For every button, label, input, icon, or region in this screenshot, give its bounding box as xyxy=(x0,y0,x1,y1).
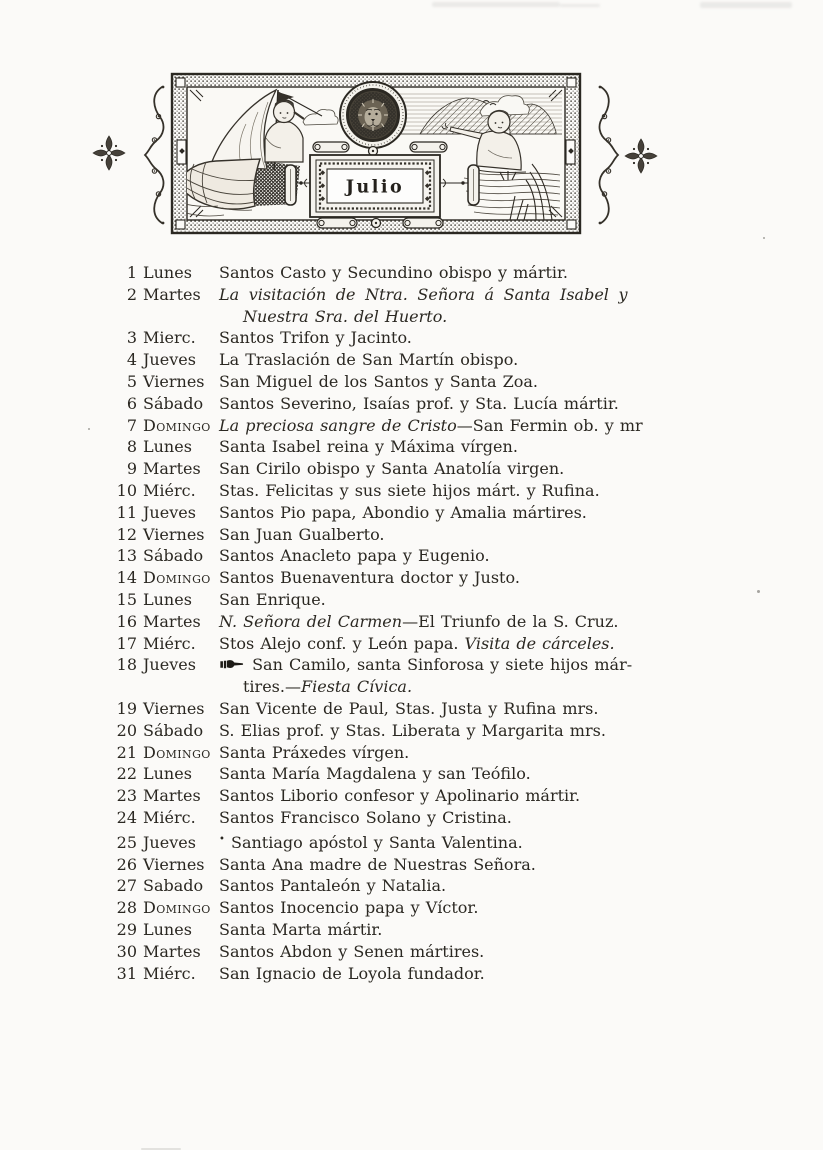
entry-segment: Nuestra Sra. del Huerto. xyxy=(243,306,448,326)
day-number: 13 xyxy=(116,546,137,566)
entry-segment: La preciosa sangre de Cristo xyxy=(219,415,457,435)
entry-segment: La visitación de Ntra. Señora á Santa Isabel y xyxy=(219,284,628,304)
calendar-row xyxy=(113,524,659,546)
saints-entry xyxy=(219,698,659,720)
weekday-label: Viernes xyxy=(143,524,205,544)
scan-speck xyxy=(763,237,765,239)
calendar-row xyxy=(113,589,659,611)
weekday-label: Domingo xyxy=(143,415,211,435)
weekday-label: Lunes xyxy=(143,437,192,457)
weekday-label: Lunes xyxy=(143,764,192,784)
entry-segment: N. Señora del Carmen xyxy=(219,611,403,631)
saints-entry xyxy=(219,633,659,655)
day-number: 17 xyxy=(116,633,137,653)
saints-entry xyxy=(219,436,659,458)
calendar-row xyxy=(113,720,659,742)
day-number: 7 xyxy=(126,415,137,435)
saints-entry xyxy=(219,545,659,567)
entry-segment: La Traslación de San Martín obispo. xyxy=(219,350,519,370)
calendar-row xyxy=(113,436,659,458)
day-number: 20 xyxy=(116,720,137,740)
weekday-label: Martes xyxy=(143,284,201,304)
calendar-row xyxy=(113,875,659,897)
weekday-label: Miérc. xyxy=(143,963,196,983)
saints-entry xyxy=(219,415,659,437)
saints-entry xyxy=(219,963,659,985)
scan-smudge xyxy=(560,4,600,7)
calendar-row xyxy=(113,284,659,328)
day-number: 19 xyxy=(116,698,137,718)
calendar-row xyxy=(113,502,659,524)
entry-segment: Santos Pantaleón y Natalia. xyxy=(219,876,447,896)
entry-segment: S. Elias prof. y Stas. Liberata y Margarita mrs. xyxy=(219,720,606,740)
day-number: 6 xyxy=(126,393,137,413)
weekday-label: Lunes xyxy=(143,589,192,609)
weekday-label: Viernes xyxy=(143,371,205,391)
day-number: 10 xyxy=(116,480,137,500)
entry-segment: San Miguel de los Santos y Santa Zoa. xyxy=(219,371,538,391)
calendar-row xyxy=(113,698,659,720)
day-number: 21 xyxy=(116,742,137,762)
scroll-bracket-icon xyxy=(594,83,622,229)
day-number: 22 xyxy=(116,764,137,784)
day-number: 27 xyxy=(116,876,137,896)
scan-smudge xyxy=(432,2,560,7)
entry-segment: Stas. Felicitas y sus siete hijos márt. y Rufina. xyxy=(219,480,600,500)
saints-entry xyxy=(219,875,659,897)
calendar-row xyxy=(113,742,659,764)
entry-segment: Santos Anacleto papa y Eugenio. xyxy=(219,546,490,566)
manicule-icon xyxy=(219,658,244,671)
month-title: Julio xyxy=(345,177,405,198)
saints-entry xyxy=(219,567,659,589)
saints-entry xyxy=(219,349,659,371)
calendar-row xyxy=(113,480,659,502)
july-header-engraving xyxy=(170,72,582,235)
scan-smudge xyxy=(700,2,792,8)
weekday-label: Jueves xyxy=(143,350,196,370)
day-number: 1 xyxy=(126,263,137,282)
entry-segment: Santiago apóstol y Santa Valentina. xyxy=(224,832,523,852)
saints-entry xyxy=(219,284,659,328)
weekday-label: Domingo xyxy=(143,568,211,588)
calendar-row xyxy=(113,807,659,829)
day-number: 3 xyxy=(126,328,137,348)
calendar-row xyxy=(113,349,659,371)
entry-segment: San Juan Gualberto. xyxy=(219,524,385,544)
saints-entry xyxy=(219,785,659,807)
day-number: 5 xyxy=(126,371,137,391)
calendar-row xyxy=(113,327,659,349)
calendar-row xyxy=(113,415,659,437)
day-number: 24 xyxy=(116,807,137,827)
calendar-row xyxy=(113,919,659,941)
fleur-cross-icon xyxy=(90,133,128,173)
weekday-label: Miérc. xyxy=(143,480,196,500)
weekday-label: Martes xyxy=(143,459,201,479)
day-number: 31 xyxy=(116,963,137,983)
weekday-label: Jueves xyxy=(143,832,196,852)
weekday-label: Martes xyxy=(143,611,201,631)
entry-segment: Santos Liborio confesor y Apolinario mártir. xyxy=(219,786,581,806)
day-number: 25 xyxy=(116,832,137,852)
weekday-label: Sabado xyxy=(143,876,204,896)
weekday-label: Martes xyxy=(143,786,201,806)
saints-entry xyxy=(219,393,659,415)
entry-segment: San Camilo, santa Sinforosa y siete hijos már- xyxy=(246,655,633,675)
saints-entry xyxy=(219,589,659,611)
entry-segment: Santa María Magdalena y san Teófilo. xyxy=(219,764,531,784)
weekday-label: Domingo xyxy=(143,742,211,762)
saints-entry xyxy=(219,720,659,742)
saints-entry xyxy=(219,327,659,349)
saints-entry xyxy=(219,919,659,941)
calendar-row xyxy=(113,393,659,415)
entry-segment: Santos Severino, Isaías prof. y Sta. Lucía mártir. xyxy=(219,393,619,413)
day-number: 16 xyxy=(116,611,137,631)
entry-segment: Santos Pio papa, Abondio y Amalia mártires. xyxy=(219,502,587,522)
day-number: 4 xyxy=(126,350,137,370)
entry-segment: Santos Casto y Secundino obispo y mártir. xyxy=(219,263,568,282)
calendar-row xyxy=(113,941,659,963)
entry-segment: Santa Isabel reina y Máxima vírgen. xyxy=(219,437,518,457)
weekday-label: Viernes xyxy=(143,698,205,718)
entry-segment: San Ignacio de Loyola fundador. xyxy=(219,963,485,983)
day-number: 9 xyxy=(126,459,137,479)
entry-segment: Fiesta Cívica. xyxy=(300,677,413,697)
saints-entry xyxy=(219,458,659,480)
saints-entry xyxy=(219,654,659,698)
saints-entry xyxy=(219,502,659,524)
saints-entry xyxy=(219,371,659,393)
entry-segment: San Vicente de Paul, Stas. Justa y Rufina mrs. xyxy=(219,698,599,718)
saints-entry xyxy=(219,524,659,546)
calendar-row xyxy=(113,854,659,876)
weekday-label: Jueves xyxy=(143,655,196,675)
calendar-row xyxy=(113,633,659,655)
entry-segment: Santa Práxedes vírgen. xyxy=(219,742,410,762)
calendar-row xyxy=(113,371,659,393)
saints-entry xyxy=(219,480,659,502)
saints-entry xyxy=(219,829,659,854)
fleur-cross-icon xyxy=(622,136,660,176)
scan-speck xyxy=(757,590,760,593)
calendar-row xyxy=(113,763,659,785)
entry-segment: —El Triunfo de la S. Cruz. xyxy=(402,611,619,631)
calendar-row xyxy=(113,262,659,284)
saints-entry xyxy=(219,262,659,284)
entry-segment: Santa Ana madre de Nuestras Señora. xyxy=(219,854,536,874)
scroll-bracket-icon xyxy=(141,83,169,229)
weekday-label: Mierc. xyxy=(143,328,196,348)
weekday-label: Miérc. xyxy=(143,633,196,653)
entry-segment: San Cirilo obispo y Santa Anatolía virgen. xyxy=(219,459,565,479)
entry-segment: Santos Trifon y Jacinto. xyxy=(219,328,412,348)
saints-entry xyxy=(219,742,659,764)
entry-segment: Santos Abdon y Senen mártires. xyxy=(219,941,485,961)
day-number: 28 xyxy=(116,898,137,918)
day-number: 8 xyxy=(126,437,137,457)
entry-segment: Santos Buenaventura doctor y Justo. xyxy=(219,568,520,588)
day-number: 14 xyxy=(116,568,137,588)
weekday-label: Sábado xyxy=(143,546,204,566)
weekday-label: Sábado xyxy=(143,720,204,740)
saints-entry xyxy=(219,941,659,963)
entry-segment: Visita de cárceles. xyxy=(464,633,615,653)
day-number: 15 xyxy=(116,589,137,609)
weekday-label: Lunes xyxy=(143,263,192,282)
day-number: 11 xyxy=(116,502,137,522)
entry-segment: tires.— xyxy=(243,677,301,697)
weekday-label: Sábado xyxy=(143,393,204,413)
day-number: 29 xyxy=(116,919,137,939)
calendar-row xyxy=(113,829,659,854)
saints-entry xyxy=(219,854,659,876)
entry-segment: • xyxy=(219,833,225,845)
scan-speck xyxy=(88,428,90,430)
weekday-label: Jueves xyxy=(143,502,196,522)
weekday-label: Viernes xyxy=(143,854,205,874)
calendar-row xyxy=(113,545,659,567)
entry-segment: Santos Francisco Solano y Cristina. xyxy=(219,807,512,827)
calendar-row xyxy=(113,567,659,589)
weekday-label: Miérc. xyxy=(143,807,196,827)
day-number: 18 xyxy=(116,655,137,675)
saints-entry xyxy=(219,763,659,785)
calendar-row xyxy=(113,654,659,698)
calendar-row xyxy=(113,963,659,985)
weekday-label: Lunes xyxy=(143,919,192,939)
day-number: 30 xyxy=(116,941,137,961)
day-number: 2 xyxy=(126,284,137,304)
entry-segment: Stos Alejo conf. y León papa. xyxy=(219,633,465,653)
entry-segment: Santa Marta mártir. xyxy=(219,919,383,939)
weekday-label: Domingo xyxy=(143,898,211,918)
day-number: 26 xyxy=(116,854,137,874)
calendar-row xyxy=(113,458,659,480)
saints-entry xyxy=(219,611,659,633)
weekday-label: Martes xyxy=(143,941,201,961)
entry-segment: Santos Inocencio papa y Víctor. xyxy=(219,898,479,918)
day-number: 12 xyxy=(116,524,137,544)
entry-segment: San Enrique. xyxy=(219,589,326,609)
calendar-list xyxy=(113,262,659,984)
calendar-row xyxy=(113,897,659,919)
saints-entry xyxy=(219,897,659,919)
day-number: 23 xyxy=(116,786,137,806)
calendar-row xyxy=(113,785,659,807)
saints-entry xyxy=(219,807,659,829)
calendar-row xyxy=(113,611,659,633)
entry-segment: —San Fermin ob. y mr xyxy=(456,415,643,435)
